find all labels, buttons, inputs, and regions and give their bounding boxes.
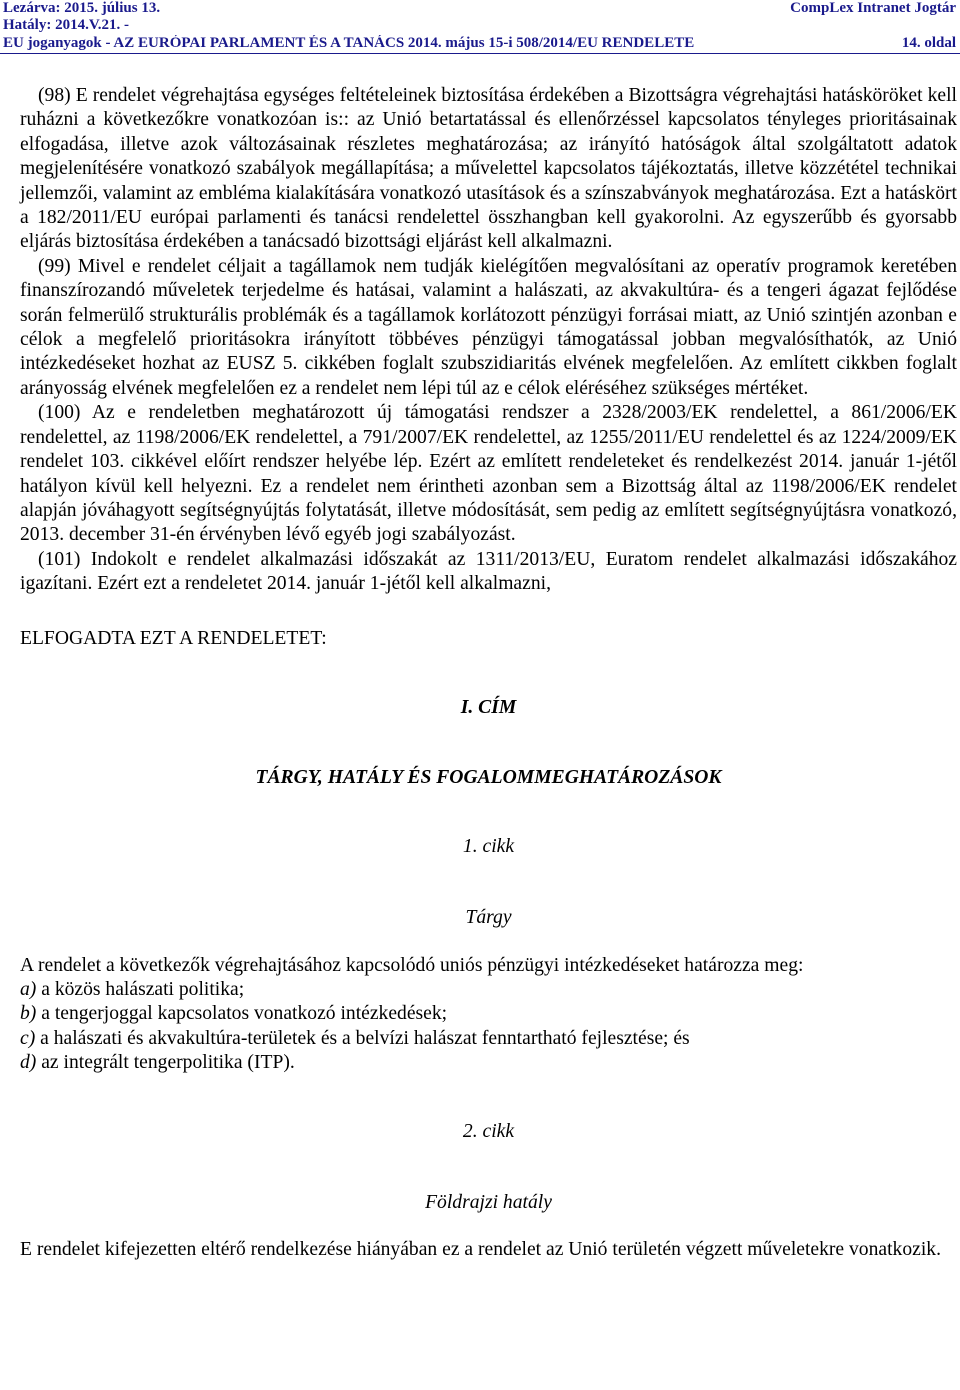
recital-100: (100) Az e rendeletben meghatározott új támogatási rendszer a 2328/2003/EK rendelettel, a 861/2006/EK rendelettel, az 1198/2006/EK rendelettel, a 791/2007/EK rendelettel, az 1255/2011/EU rendelettel és az 1224/2009/EK rendelet 103. cikkével előírt rendszer helyébe lép. Ezért az említett rendeleteket és rendelkezést 2014. január 1-jétől hatályon kívül kell helyezni. Ez a rendelet nem érintheti azonban sem a Bizottság által az 1198/2006/EK rendelet alapján jóváhagyott segítségnyújtás folytatását, illetve módosítását, sem pedig az említett segítségnyújtásra vonatkozó, 2013. december 31-én érvényben lévő egyéb jogi szabályozást. [20,402,957,546]
article-2-number: 2. cikk [462,1120,515,1142]
article-2-text: E rendelet kifejezetten eltérő rendelkezése hiányában ez a rendelet az Unió területén végzett műveletekre vonatkozik. [20,1239,941,1261]
list-item: d) az integrált tengerpolitika (ITP). [20,1052,295,1074]
publisher-name: CompLex Intranet Jogtár [790,0,956,16]
document-title: EU joganyagok - AZ EURÓPAI PARLAMENT ÉS A TANÁCS 2014. május 15-i 508/2014/EU RENDELETE [3,35,695,51]
article-1-number: 1. cikk [462,835,515,857]
list-item: a) a közös halászati politika; [20,978,245,1000]
recital-99: (99) Mivel e rendelet céljait a tagállamok nem tudják kielégítően megvalósítani az operatív programok keretében finanszírozandó műveletek terjedelme és hatásai, valamint a halászati, az akvakultúra- és a tengeri ágazat fejlődése során felmerülő strukturális problémák és a tagállamok korlátozott pénzügyi forrásai miatt, az Unió szintjén azonban e célok a megfelelő prioritásokra irányított többéves pénzügyi támogatással jobban megvalósíthatók, az Unió intézkedéseket hozhat az EUSZ 5. cikkében foglalt szubszidiaritás elvének megfelelően. Az említett cikkben foglalt arányosság elvének megfelelően ez a rendelet nem lépi túl az e célok eléréséhez szükséges mértéket. [20,255,957,399]
recital-98: (98) E rendelet végrehajtása egységes feltételeinek biztosítása érdekében a Bizottságra végrehajtási hatásköröket kell ruházni a következőkre vonatkozóan is:: az Unió betartatással és ellenőrzéssel kapcsolatos tényleges prioritásainak elfogadása, illetve azok változásainak részletes meghatározása; az irányító hatóságok által szolgáltatott adatok megjelenítésére vonatkozó szabályok megállapítása; a művelettel kapcsolatos tájékoztatás, illetve közzététel technikai jellemzői, valamint az embléma kialakítására vonatkozó utasítások és a színszabványok meghatározása. Ezt a hatáskört a 182/2011/EU európai parlamenti és tanácsi rendelettel összhangban kell gyakorolni. Az egyszerűbb és gyorsabb eljárás biztosítása érdekében a tanácsadó bizottsági eljárást kell alkalmazni. [20,85,957,253]
list-item: c) a halászati és akvakultúra-területek és a belvízi halászat fenntartható fejlesztése; és [20,1027,690,1049]
list-item: b) a tengerjoggal kapcsolatos vonatkozó intézkedések; [20,1003,448,1025]
closed-date: Lezárva: 2015. július 13. [3,0,161,16]
recital-101: (101) Indokolt e rendelet alkalmazási időszakát az 1311/2013/EU, Euratom rendelet alkalmazási időszakához igazítani. Ezért ezt a rendeletet 2014. január 1-jétől kell alkalmazni, [20,548,957,595]
title-number: I. CÍM [460,696,517,718]
header-divider [0,53,960,54]
adoption-formula: ELFOGADTA EZT A RENDELETET: [20,627,327,649]
effective-date: Hatály: 2014.V.21. - [3,17,129,33]
page-number: 14. oldal [901,35,956,51]
article-1-title: Tárgy [465,907,512,929]
document-body [20,84,957,1263]
article-2-title: Földrajzi hatály [425,1192,552,1213]
article-1-intro: A rendelet a következők végrehajtásához kapcsolódó uniós pénzügyi intézkedéseket határozza meg: [20,954,804,976]
title-name: TÁRGY, HATÁLY ÉS FOGALOMMEGHATÁROZÁSOK [255,767,722,789]
